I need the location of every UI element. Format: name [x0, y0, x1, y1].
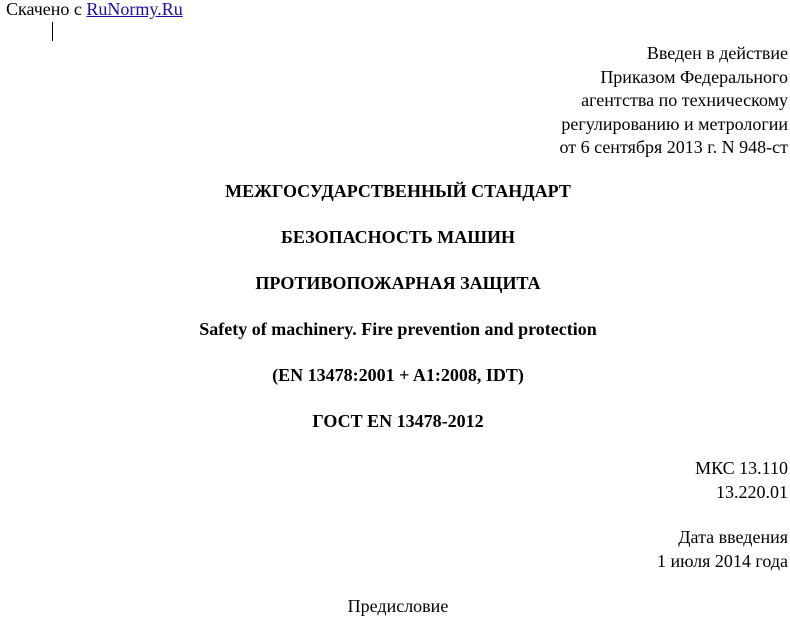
introduction-date-block	[657, 526, 788, 573]
standard-designation: ГОСТ EN 13478-2012	[312, 411, 484, 431]
preface-heading: Предисловие	[347, 596, 449, 616]
subject-heading: БЕЗОПАСНОСТЬ МАШИН	[280, 227, 516, 247]
enactment-line: Приказом Федерального	[600, 66, 788, 87]
source-prefix: Скачено с	[6, 0, 87, 19]
introduction-date-value: 1 июля 2014 года	[657, 550, 788, 571]
reference-standard: (EN 13478:2001 + A1:2008, IDT)	[272, 365, 524, 385]
enactment-line: Введен в действие	[646, 43, 788, 63]
enactment-block	[559, 42, 788, 160]
enactment-line: регулированию и метрологии	[561, 113, 788, 134]
topic-heading: ПРОТИВОПОЖАРНАЯ ЗАЩИТА	[255, 273, 541, 293]
enactment-line: от 6 сентября 2013 г. N 948-ст	[559, 137, 788, 157]
text-cursor	[52, 22, 53, 41]
classification-line: МКС 13.110	[695, 458, 788, 478]
source-line	[6, 0, 183, 21]
classification-line: 13.220.01	[716, 481, 788, 502]
standard-type-heading: МЕЖГОСУДАРСТВЕННЫЙ СТАНДАРТ	[225, 181, 571, 201]
introduction-date-label: Дата введения	[678, 527, 788, 547]
english-title: Safety of machinery. Fire prevention and protection	[199, 319, 597, 339]
classification-block	[695, 457, 788, 504]
enactment-line: агентства по техническому	[581, 90, 788, 110]
source-link[interactable]: RuNormy.Ru	[86, 0, 183, 19]
